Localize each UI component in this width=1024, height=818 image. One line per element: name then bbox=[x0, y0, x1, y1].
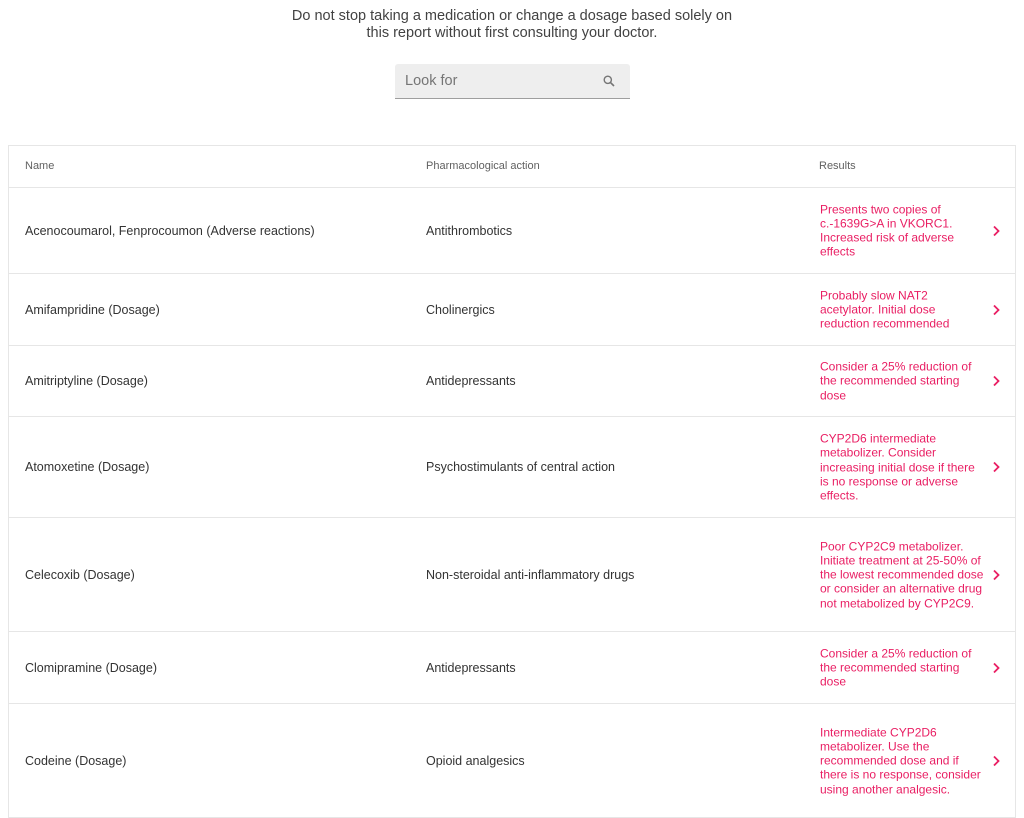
row-name: Celecoxib (Dosage) bbox=[25, 567, 135, 582]
table-row[interactable] bbox=[9, 274, 1015, 346]
row-action: Cholinergics bbox=[426, 302, 495, 317]
row-action: Non-steroidal anti-inflammatory drugs bbox=[426, 567, 635, 582]
disclaimer-line-2: this report without first consulting your doctor. bbox=[366, 25, 658, 41]
chevron-right-icon[interactable] bbox=[992, 662, 1001, 674]
search-icon[interactable] bbox=[603, 75, 615, 87]
table-row[interactable] bbox=[9, 346, 1015, 417]
chevron-right-icon[interactable] bbox=[992, 375, 1001, 387]
row-result: Probably slow NAT2 acetylator. Initial dose reduction recommended bbox=[820, 288, 950, 331]
row-action: Psychostimulants of central action bbox=[426, 460, 615, 474]
row-action: Antidepressants bbox=[426, 660, 516, 675]
row-name: Amifampridine (Dosage) bbox=[25, 302, 160, 317]
row-result: Consider a 25% reduction of the recommended starting dose bbox=[820, 646, 972, 689]
medications-table bbox=[8, 145, 1016, 818]
row-action: Antithrombotics bbox=[426, 223, 513, 238]
row-result: Poor CYP2C9 metabolizer. Initiate treatment at 25-50% of the lowest recommended dose or consider an alternative drug not metabolized by CYP2C9. bbox=[820, 538, 984, 610]
table-row[interactable] bbox=[9, 417, 1015, 518]
table-row[interactable] bbox=[9, 518, 1015, 632]
row-result: CYP2D6 intermediate metabolizer. Consider increasing initial dose if there is no response or adverse effects. bbox=[820, 431, 975, 503]
table-row[interactable] bbox=[9, 188, 1015, 274]
row-result: Presents two copies of c.-1639G>A in VKORC1. Increased risk of adverse effects bbox=[820, 201, 955, 259]
chevron-right-icon[interactable] bbox=[992, 569, 1001, 581]
table-header bbox=[9, 146, 1015, 188]
row-result: Consider a 25% reduction of the recommended starting dose bbox=[820, 359, 972, 403]
row-action: Opioid analgesics bbox=[426, 753, 525, 768]
disclaimer-text bbox=[0, 8, 1024, 42]
search-input[interactable] bbox=[405, 64, 595, 98]
row-name: Codeine (Dosage) bbox=[25, 753, 127, 768]
chevron-right-icon[interactable] bbox=[992, 461, 1001, 473]
search-box[interactable] bbox=[395, 64, 630, 99]
chevron-right-icon[interactable] bbox=[992, 225, 1001, 237]
column-header-action: Pharmacological action bbox=[426, 160, 540, 172]
row-name: Clomipramine (Dosage) bbox=[25, 660, 157, 675]
column-header-name: Name bbox=[25, 160, 55, 172]
row-name: Atomoxetine (Dosage) bbox=[25, 460, 150, 474]
chevron-right-icon[interactable] bbox=[992, 755, 1001, 767]
table-row[interactable] bbox=[9, 704, 1015, 818]
chevron-right-icon[interactable] bbox=[992, 304, 1001, 316]
row-name: Acenocoumarol, Fenprocoumon (Adverse reactions) bbox=[25, 223, 315, 238]
row-action: Antidepressants bbox=[426, 374, 516, 388]
table-row[interactable] bbox=[9, 632, 1015, 704]
column-header-results: Results bbox=[819, 160, 856, 172]
disclaimer-line-1: Do not stop taking a medication or change a dosage based solely on bbox=[291, 8, 733, 24]
row-name: Amitriptyline (Dosage) bbox=[25, 374, 148, 388]
row-result: Intermediate CYP2D6 metabolizer. Use the recommended dose and if there is no response, consider using another analgesic. bbox=[820, 724, 981, 796]
